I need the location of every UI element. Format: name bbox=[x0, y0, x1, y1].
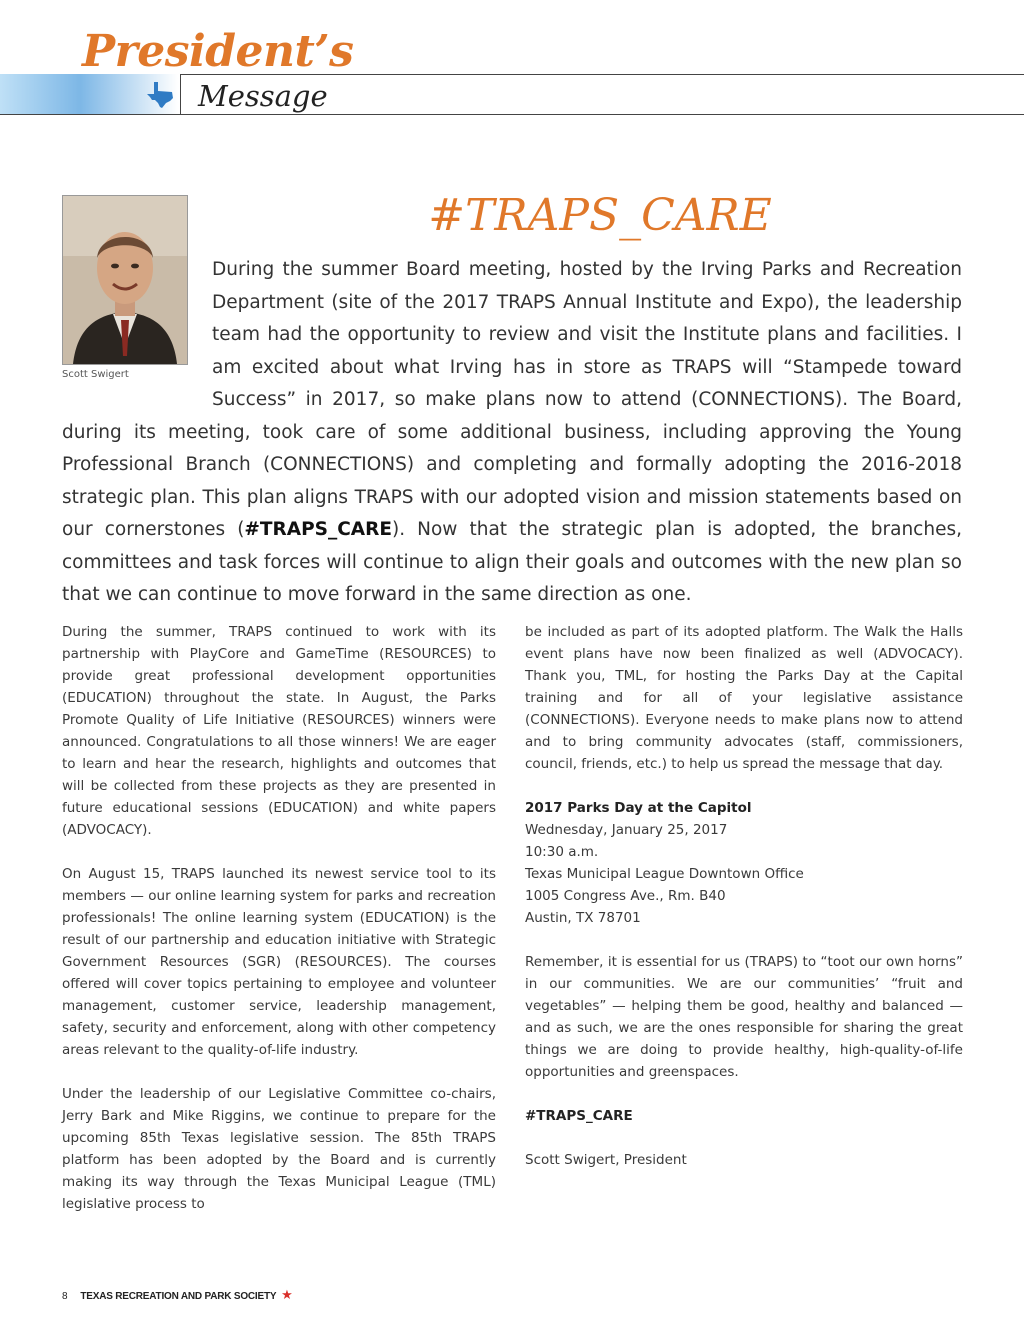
texas-state-icon bbox=[145, 80, 175, 110]
lead-paragraph bbox=[62, 254, 962, 612]
header-rule-bottom bbox=[0, 114, 1024, 115]
event-time: 10:30 a.m. bbox=[525, 844, 599, 860]
page-footer bbox=[62, 1288, 293, 1304]
lead-text-before: During the summer Board meeting, hosted by the Irving Parks and Recreation Department (site of the 2017 TRAPS Annual Institute and Expo), the leadership team had the opportunity to review and visit the Institute plans and facilities. I am excited about what Irving has in store as TRAPS will “Stampede toward Success” in 2017, so make plans now to attend (CONNECTIONS). The Board, during its meeting, took care of some additional business, including approving the Young Professional Branch (CONNECTIONS) and completing and formally adopting the 2016-2018 strategic plan. This plan aligns TRAPS with our adopted vision and mission statements based on our cornerstones ( bbox=[62, 259, 962, 540]
event-heading: 2017 Parks Day at the Capitol bbox=[525, 800, 752, 816]
footer-organization: TEXAS RECREATION AND PARK SOCIETY bbox=[80, 1291, 277, 1302]
header-subtitle: Message bbox=[198, 79, 328, 113]
lead-text-after: ). Now that the strategic plan is adopted, the branches, committees and task forces will continue to align their goals and outcomes with the new plan so that we can continue to move forward in the same direction as one. bbox=[62, 519, 962, 605]
body-paragraph: Remember, it is essential for us (TRAPS) to “toot our own horns” in our communities. We are our communities’ “fruit and vegetables” — helping them be good, healthy and balanced — and as such, we are the ones responsible for sharing the great things we are doing to provide healthy, high-quality-of-life opportunities and greenspaces. bbox=[525, 954, 963, 1080]
portrait-spacer bbox=[62, 254, 212, 408]
page-number: 8 bbox=[62, 1291, 68, 1302]
event-location: Texas Municipal League Downtown Office bbox=[525, 866, 804, 882]
event-date: Wednesday, January 25, 2017 bbox=[525, 822, 728, 838]
event-address-line2: Austin, TX 78701 bbox=[525, 910, 641, 926]
body-paragraph: During the summer, TRAPS continued to work with its partnership with PlayCore and GameTime (RESOURCES) to provide great professional development opportunities (EDUCATION) throughout the state. In August, the Parks Promote Quality of Life Initiative (RESOURCES) winners were announced. Congratulations to all those winners! We are eager to learn and hear the research, highlights and outcomes that will be collected from these projects as they are presented in future educational sessions (EDUCATION) and white papers (ADVOCACY). bbox=[62, 624, 496, 838]
header-title: President’s bbox=[82, 26, 354, 77]
body-paragraph: Under the leadership of our Legislative Committee co-chairs, Jerry Bark and Mike Riggins, we continue to prepare for the upcoming 85th Texas legislative session. The 85th TRAPS platform has been adopted by the Board and is currently making its way through the Texas Municipal League (TML) legislative process to bbox=[62, 1086, 496, 1212]
header-rule-divider bbox=[180, 74, 181, 115]
body-column-left bbox=[62, 621, 496, 1215]
photo-caption: Scott Swigert bbox=[62, 369, 129, 380]
body-paragraph: On August 15, TRAPS launched its newest service tool to its members — our online learning system for parks and recreation professionals! The online learning system (EDUCATION) is the result of our partnership and education initiative with Strategic Government Resources (SGR) (RESOURCES). The courses offered will cover topics pertaining to employee and volunteer management, customer service, leadership management, safety, security and enforcement, along with other competency areas relevant to the quality-of-life industry. bbox=[62, 866, 496, 1058]
event-address-line1: 1005 Congress Ave., Rm. B40 bbox=[525, 888, 726, 904]
lead-hashtag: #TRAPS_CARE bbox=[244, 519, 392, 540]
body-paragraph: be included as part of its adopted platform. The Walk the Halls event plans have now been finalized as well (ADVOCACY). Thank you, TML, for hosting the Parks Day at the Capital training and for all of your legislative assistance (CONNECTIONS). Everyone needs to make plans now to attend and to bring community advocates (staff, commissioners, council, friends, etc.) to help us spread the message that day. bbox=[525, 624, 963, 772]
body-column-right bbox=[525, 621, 963, 1171]
article-title: #TRAPS_CARE bbox=[428, 190, 772, 241]
signature: Scott Swigert, President bbox=[525, 1152, 687, 1168]
closing-hashtag: #TRAPS_CARE bbox=[525, 1108, 633, 1124]
star-icon: ★ bbox=[281, 1287, 293, 1302]
